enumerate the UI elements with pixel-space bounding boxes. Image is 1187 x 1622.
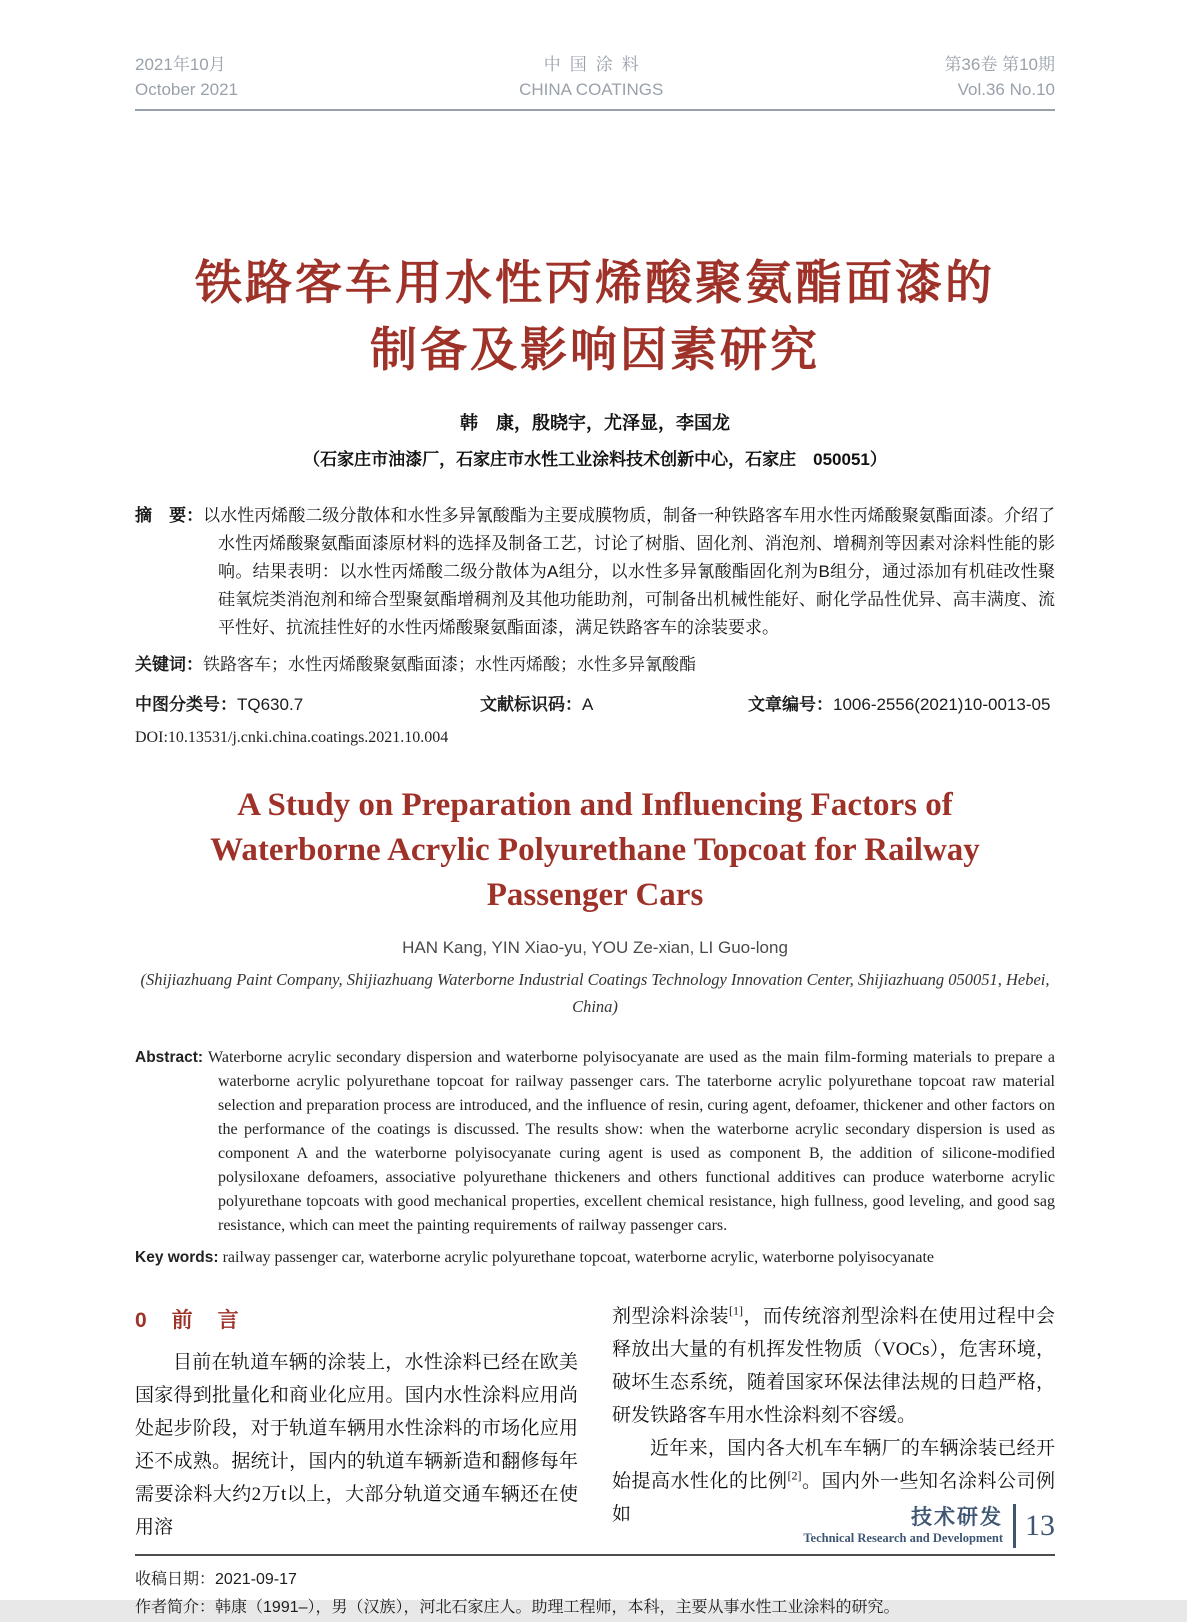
running-head-journal [519, 52, 663, 102]
received-date-label: 收稿日期： [135, 1571, 216, 1588]
abstract-en-text: Waterborne acrylic secondary dispersion and waterborne polyisocyanate are used as the main film-forming materials to prepare a waterborne acrylic polyurethane topcoat for railway passenger cars. The taterborne acrylic polyurethane topcoat raw material selection and preparation process are introduced, and the influence of resin, curing agent, defoamer, thickener and other factors on the performance of the coatings is discussed. The results show: when the waterborne acrylic secondary dispersion is used as component A and the waterborne polyisocyanate curing agent is used as component B, the addition of silicone-modified polysiloxane defoamers, associative polyurethane thickeners and others functional additives can produce waterborne acrylic polyurethane topcoats with good mechanical properties, excellent chemical resistance, high fullness, good leveling, and good sag resistance, which can meet the painting requirements of railway passenger cars. [208, 1049, 1056, 1234]
document-code-label: 文献标识码： [480, 695, 582, 714]
keywords-cn-text: 铁路客车；水性丙烯酸聚氨酯面漆；水性丙烯酸；水性多异氰酸酯 [203, 655, 696, 674]
running-head [135, 52, 1055, 111]
journal-name-cn: 中国涂料 [543, 55, 648, 74]
abstract-cn-text: 以水性丙烯酸二级分散体和水性多异氰酸酯为主要成膜物质，制备一种铁路客车用水性丙烯酸聚氨酯面漆。介绍了水性丙烯酸聚氨酯面漆原材料的选择及制备工艺，讨论了树脂、固化剂、消泡剂、增稠剂等因素对涂料性能的影响。结果表明：以水性丙烯酸二级分散体为A组分，以水性多异氰酸酯固化剂为B组分，通过添加有机硅改性聚硅氧烷类消泡剂和缔合型聚氨酯增稠剂及其他功能助剂，可制备出机械性能好、耐化学品性优异、高丰满度、流平性好、抗流挂性好的水性丙烯酸聚氨酯面漆，满足铁路客车的涂装要求。 [203, 506, 1056, 637]
affiliation-cn: （石家庄市油漆厂，石家庄市水性工业涂料技术创新中心，石家庄 050051） [303, 450, 887, 469]
body-left-column [135, 1300, 578, 1544]
footer-divider [1013, 1504, 1016, 1548]
keywords-en-text: railway passenger car, waterborne acrylic polyurethane topcoat, waterborne acrylic, waterborne polyisocyanate [222, 1249, 935, 1266]
author-bio-label: 作者简介： [135, 1599, 216, 1616]
article-title-cn-line1: 铁路客车用水性丙烯酸聚氨酯面漆的 [195, 256, 995, 309]
author-bio [135, 1594, 1055, 1622]
article-id-label: 文章编号： [748, 695, 833, 714]
date-cn: 2021年10月 [135, 55, 226, 74]
article-id [748, 692, 1055, 718]
meta-row [135, 692, 1055, 718]
keywords-cn [135, 651, 1055, 679]
document-code [480, 692, 748, 718]
abstract-en [135, 1046, 1055, 1238]
issue-en: Vol.36 No.10 [957, 80, 1055, 99]
document-code-value: A [582, 695, 594, 714]
author-bio-value: 韩康（1991–），男（汉族），河北石家庄人。助理工程师，本科，主要从事水性工业涂料的研究。 [215, 1599, 900, 1616]
body-paragraph-right-1: 剂型涂料涂装[1]，而传统溶剂型涂料在使用过程中会释放出大量的有机挥发性物质（VOCs），危害环境，破坏生态系统，随着国家环保法律法规的日趋严格，研发铁路客车用水性涂料刻不容缓。 [612, 1303, 1055, 1426]
article-title-en: A Study on Preparation and Influencing Factors of Waterborne Acrylic Polyurethane Topcoat for Railway Passenger Cars [210, 787, 980, 913]
page-number: 13 [1025, 1509, 1055, 1542]
authors-en: HAN Kang, YIN Xiao-yu, YOU Ze-xian, LI Guo-long [402, 938, 788, 957]
authors-cn: 韩 康，殷晓宇，尤泽显，李国龙 [460, 413, 730, 433]
received-date [135, 1566, 1055, 1594]
running-head-date [135, 52, 238, 102]
body-paragraph-right-2: 近年来，国内各大机车车辆厂的车辆涂装已经开始提高水性化的比例[2]。国内外一些知名涂料公司例如 [612, 1438, 1055, 1525]
abstract-cn [135, 502, 1055, 642]
received-date-value: 2021-09-17 [215, 1571, 297, 1588]
footer-section-cn: 技术研发 [911, 1506, 1003, 1529]
keywords-en-label: Key words: [135, 1249, 219, 1266]
affiliation-en: (Shijiazhuang Paint Company, Shijiazhuang Waterborne Industrial Coatings Technology Innovation Center, Shijiazhuang 050051, Hebei, China) [140, 970, 1050, 1016]
clc-number [135, 692, 480, 718]
footer-section-en: Technical Research and Development [803, 1531, 1003, 1545]
footer-section-labels [803, 1506, 1003, 1546]
footnotes [135, 1554, 1055, 1622]
abstract-cn-label: 摘 要： [135, 506, 204, 525]
abstract-en-label: Abstract: [135, 1049, 204, 1066]
date-en: October 2021 [135, 80, 239, 99]
keywords-en [135, 1246, 1055, 1270]
clc-label: 中图分类号： [135, 695, 237, 714]
clc-value: TQ630.7 [237, 695, 304, 714]
running-head-issue [944, 52, 1055, 102]
page-footer [803, 1504, 1055, 1548]
journal-name-en: CHINA COATINGS [519, 80, 664, 99]
article-title-cn-line2: 制备及影响因素研究 [370, 323, 820, 376]
article-title-cn [135, 249, 1055, 383]
doi: DOI:10.13531/j.cnki.china.coatings.2021.10.004 [135, 729, 449, 746]
keywords-cn-label: 关键词： [135, 655, 203, 674]
article-id-value: 1006-2556(2021)10-0013-05 [833, 695, 1051, 714]
section-heading-0: 0 前 言 [135, 1309, 241, 1332]
body-paragraph-left: 目前在轨道车辆的涂装上，水性涂料已经在欧美国家得到批量化和商业化应用。国内水性涂料应用尚处起步阶段，对于轨道车辆用水性涂料的市场化应用还不成熟。据统计，国内的轨道车辆新造和翻修每年需要涂料大约2万t以上，大部分轨道交通车辆还在使用溶 [135, 1352, 578, 1538]
issue-cn: 第36卷 第10期 [944, 55, 1055, 74]
